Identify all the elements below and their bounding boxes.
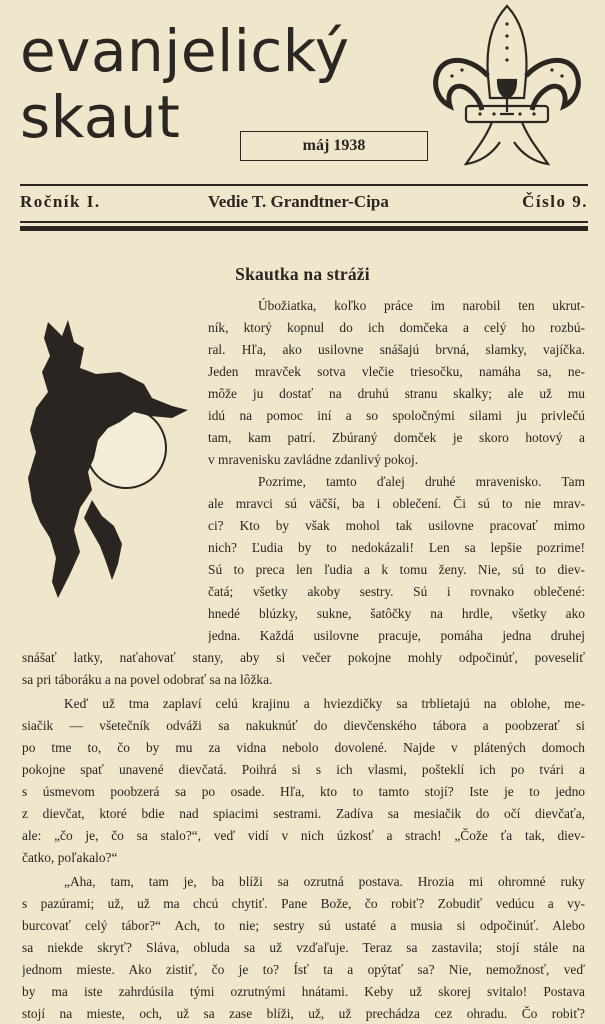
issue-number: Číslo 9. (522, 192, 588, 211)
article-line: by ma iste zahrdúsila tými ozrutnými hnátami. Keby už skorej svitalo! Postava (22, 984, 585, 999)
article-line: burcovať celý tábor?“ Ach, to nie; sestry sú ustaté a musia si odpočinúť. Alebo (22, 918, 585, 933)
article-line: idú na pomoc iní a so spoločnými silami ju privlečú (208, 408, 585, 423)
issue-date: máj 1938 (240, 131, 428, 161)
article-line: v mravenisku zavládne zdanlivý pokoj. (208, 452, 419, 467)
article-line: s pazúrami; už, už ma chcú chytiť. Pane Bože, čo robiť? Zobudiť vedúcu a vy- (22, 896, 585, 911)
article-line: môže ju dostať na druhú stranu skalky; ale už mu (208, 386, 585, 401)
article-line: čatko, poľakalo?“ (22, 850, 118, 865)
masthead-title-line-2: skaut (20, 83, 181, 151)
article-line: čatá; všetky akoby sestry. Sú i rovnako oblečené: (208, 584, 585, 599)
article-line: pokojne spať unavené dievčatá. Poihrá si s ich vlasmi, pošteklí ich po tvári a (22, 762, 585, 777)
article-line: nich? Ľudia by to nedokázali! Len sa lepšie pozrime! (208, 540, 585, 555)
article-line: snášať latky, naťahovať stany, aby si večer pokojne mohly odpočinúť, poveseliť (22, 650, 585, 665)
article-line: Sú to preca len ľudia a k tomu ženy. Nie, sú to diev- (208, 562, 585, 577)
article-line: hnedé blúzky, sukne, šatôčky na hrdle, všetky ako (208, 606, 585, 621)
article-line: stojí na mieste, och, už sa zase blíži, už, už prechádza cez ohradu. Čo robiť? (22, 1006, 585, 1021)
editor-label: Vedie T. Grandtner-Cipa (208, 192, 389, 211)
article-line: ale mravci sú väčší, ba i oblečení. Či sú to nie mrav- (208, 496, 585, 511)
article-line: Úbožiatka, koľko práce im narobil ten ukrut- (258, 298, 585, 313)
article-line: ral. Hľa, ako usilovne snášajú brvná, slamky, vajíčka. (208, 342, 585, 357)
article-line: sa pri táboráku a na povel odobrať sa na lôžka. (22, 672, 273, 687)
article-line: Pozrime, tamto ďalej druhé mravenisko. Tam (258, 474, 585, 489)
volume-label: Ročník I. (20, 192, 101, 211)
article-line: ník, ktorý kopnul do ich domčeka a celý ho rozbú- (208, 320, 585, 335)
article-line: Jeden mravček sotva vlečie triesočku, namáha sa, ne- (208, 364, 585, 379)
article-line: jedna. Každá usilovne pracuje, pomáha jedna druhej (208, 628, 585, 643)
article-line: tam, kam patrí. Zbúraný domček je skoro hotový a (208, 430, 585, 445)
article-title: Skautka na stráži (235, 264, 370, 284)
article-line: jednom mieste. Ako zistiť, čo je to? Ísť ta a opýtať sa? Nie, nemožnosť, veď (22, 962, 585, 977)
article-line: ale: „čo je, čo sa stalo?“, veď vidí v nich úzkosť a strach! „Čože ťa tak, diev- (22, 828, 585, 843)
masthead-title-line-1: evanjelický (20, 17, 350, 85)
article-line: Keď už tma zaplaví celú krajinu a hviezdičky sa trblietajú na oblohe, me- (64, 696, 585, 711)
article-line: s úsmevom poobzerá sa po osade. Hľa, kto to tamto stojí? Iste je to jedno (22, 784, 585, 799)
article-line: z dievčat, ktoré bdie nad spiacimi sestrami. Zadíva sa mesiačik do očí dievčaťa, (22, 806, 585, 821)
article-line: po tme to, čo by mu za vidna nebolo dovolené. Najde v plátených domoch (22, 740, 585, 755)
article-line: siačik — všetečník odváži sa nakuknúť do dievčenského tábora a poobzerať si (22, 718, 585, 733)
article-line: ci? Kto by však mohol tak usilovne pracovať mimo (208, 518, 585, 533)
article-line: sa niekde skryť? Sláva, obluda sa už vzďaľuje. Teraz sa zastavila; stojí stále na (22, 940, 585, 955)
article-line: „Aha, tam, tam je, ba blíži sa ozrutná postava. Hrozia mi ohromné ruky (64, 874, 585, 889)
